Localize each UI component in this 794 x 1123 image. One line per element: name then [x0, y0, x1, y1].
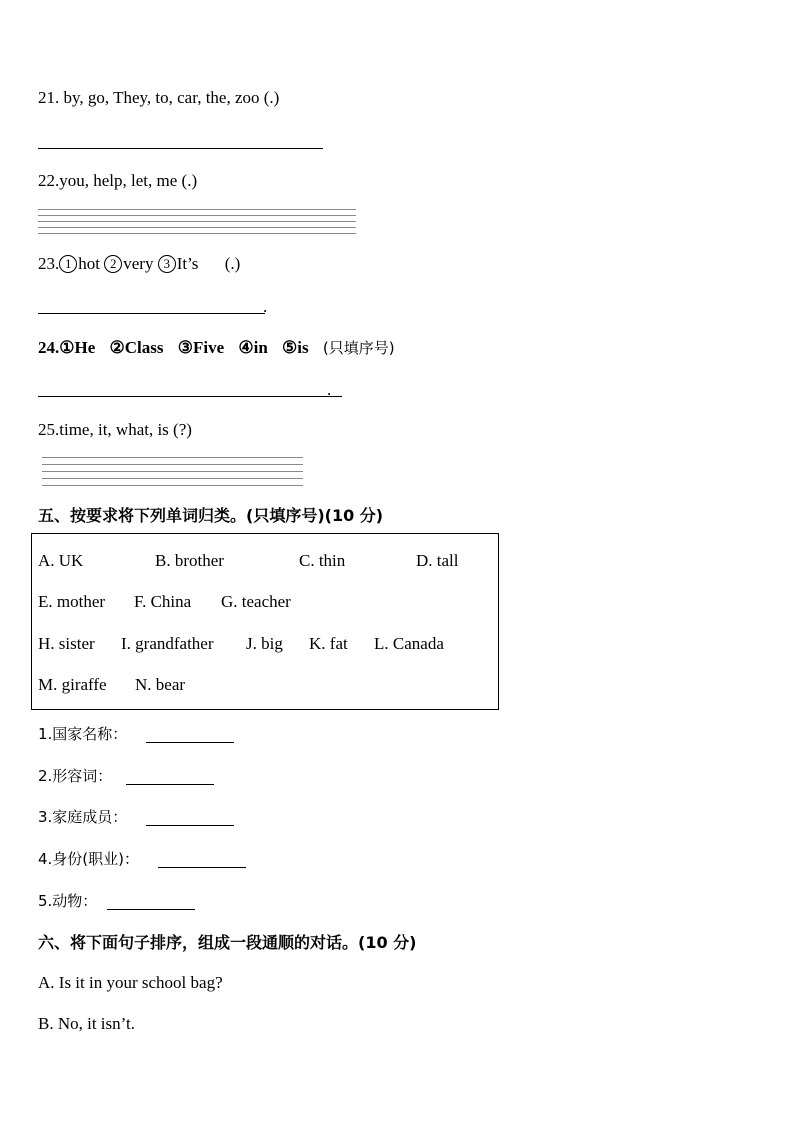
sentence-A: A. Is it in your school bag?: [38, 973, 223, 992]
category-2: [38, 765, 112, 786]
word-hot: hot: [78, 254, 100, 273]
word-C: C. thin: [299, 551, 346, 570]
question-23: [38, 254, 240, 274]
word-B: B. brother: [155, 551, 224, 570]
word-M: M. giraffe: [38, 675, 107, 694]
question-21: [38, 88, 279, 108]
question-24: [38, 337, 395, 358]
word-very: very: [123, 254, 154, 273]
category-3-blank[interactable]: [146, 825, 234, 826]
question-25-text: 25.time, it, what, is (?): [38, 420, 192, 439]
category-2-label: 2.形容词：: [38, 767, 113, 785]
category-5: [38, 890, 97, 911]
answer-line-23[interactable]: [38, 313, 265, 314]
word-E: E. mother: [38, 592, 106, 611]
word-K: K. fat: [309, 634, 348, 653]
circled-number-2: 2: [104, 255, 122, 273]
question-21-number: 21: [38, 88, 55, 107]
question-22-text: 22.you, help, let, me (.): [38, 171, 198, 190]
answer-line-24[interactable]: [38, 396, 342, 397]
word-H: H. sister: [38, 634, 95, 653]
circled-number-1: 1: [59, 255, 77, 273]
word-F: F. China: [134, 592, 192, 611]
category-1: [38, 723, 127, 744]
question-24-note: (只填序号): [322, 339, 395, 357]
word-L: L. Canada: [374, 634, 444, 653]
answer-line-21[interactable]: [38, 148, 323, 149]
sentence-B: B. No, it isn’t.: [38, 1014, 135, 1033]
category-5-label: 5.动物：: [38, 892, 98, 910]
category-2-blank[interactable]: [126, 784, 214, 785]
question-23-suffix: (.): [224, 254, 241, 273]
category-4: [38, 848, 139, 869]
word-G: G. teacher: [221, 592, 291, 611]
question-24-text: 24.①He ②Class ③Five ④in ⑤is: [38, 338, 309, 357]
circled-number-3: 3: [158, 255, 176, 273]
category-4-blank[interactable]: [158, 867, 246, 868]
word-N: N. bear: [135, 675, 186, 694]
question-21-text: . by, go, They, to, car, the, zoo (.): [55, 88, 280, 107]
word-J: J. big: [246, 634, 283, 653]
question-23-prefix: 23.: [38, 254, 60, 273]
word-its: It’s: [176, 254, 199, 273]
category-3: [38, 806, 127, 827]
word-I: I. grandfather: [121, 634, 214, 653]
category-1-blank[interactable]: [146, 742, 234, 743]
category-5-blank[interactable]: [107, 909, 195, 910]
period-24: .: [327, 380, 332, 399]
section-5-heading: 五、按要求将下列单词归类。(只填序号)(10 分): [38, 506, 384, 525]
section-6-heading: 六、将下面句子排序，组成一段通顺的对话。(10 分): [38, 933, 417, 952]
word-D: D. tall: [416, 551, 459, 570]
word-A: A. UK: [38, 551, 84, 570]
category-1-label: 1.国家名称：: [38, 725, 128, 743]
category-4-label: 4.身份(职业)：: [38, 850, 140, 868]
period-23: .: [263, 297, 268, 316]
category-3-label: 3.家庭成员：: [38, 808, 128, 826]
